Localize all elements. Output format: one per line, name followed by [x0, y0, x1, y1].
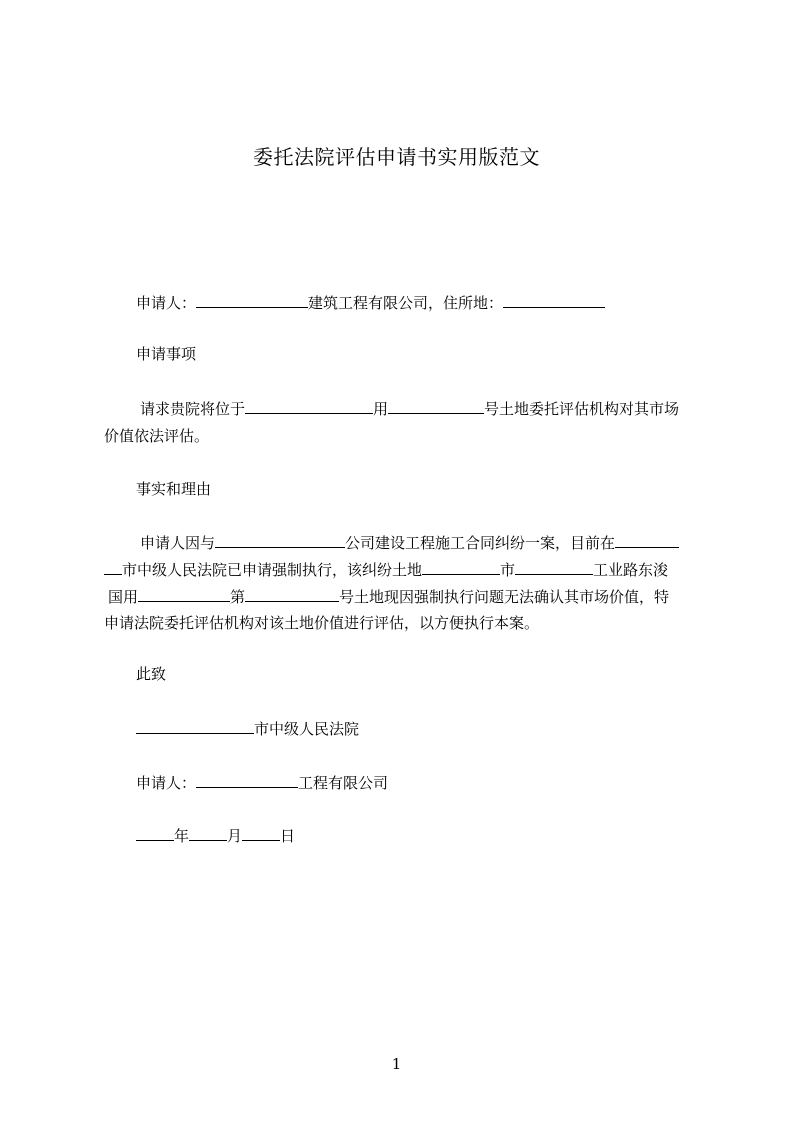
request-body-line1	[140, 396, 740, 421]
month-blank	[189, 823, 227, 841]
district-blank	[515, 557, 593, 575]
applicant-line	[136, 290, 736, 315]
day-label: 日	[280, 827, 296, 845]
page-number: 1	[391, 1055, 402, 1073]
applicant-label: 申请人：	[136, 294, 197, 312]
land-cert-blank	[138, 584, 230, 602]
request-text-1: 请求贵院将位于	[140, 400, 246, 418]
facts-body-line1	[140, 530, 740, 555]
facts-text-6: 国用	[108, 588, 139, 606]
request-heading: 申请事项	[136, 345, 197, 363]
location-blank-1	[245, 396, 303, 414]
signature-line	[136, 770, 736, 795]
cert-number-blank	[245, 584, 339, 602]
signature-company-blank	[196, 770, 298, 788]
court-line	[136, 716, 736, 741]
day-blank	[242, 823, 280, 841]
facts-text-8: 号土地现因强制执行问题无法确认其市场价值，特	[339, 588, 670, 606]
facts-body-line3	[108, 584, 708, 609]
facts-body-line4: 申请法院委托评估机构对该土地价值进行评估，以方便执行本案。	[104, 614, 540, 632]
request-text-3: 号土地委托评估机构对其市场	[484, 400, 680, 418]
city-blank-2	[422, 557, 500, 575]
address-blank	[503, 290, 605, 308]
facts-text-4: 市	[500, 561, 516, 579]
facts-body-line2	[104, 557, 704, 582]
facts-text-7: 第	[230, 588, 246, 606]
facts-heading: 事实和理由	[136, 480, 212, 498]
closing-salutation: 此致	[136, 665, 167, 683]
opposing-company-blank	[215, 530, 345, 548]
location-blank-2	[303, 396, 373, 414]
court-name-suffix: 市中级人民法院	[254, 720, 360, 738]
land-number-blank	[388, 396, 484, 414]
facts-text-1: 申请人因与	[140, 534, 216, 552]
facts-text-2: 公司建设工程施工合同纠纷一案，目前在	[345, 534, 616, 552]
year-label: 年	[174, 827, 190, 845]
city-blank-1	[615, 530, 679, 548]
facts-text-3: 市中级人民法院已申请强制执行，该纠纷土地	[122, 561, 423, 579]
year-blank	[136, 823, 174, 841]
signature-label: 申请人：	[136, 774, 197, 792]
applicant-name-blank	[196, 290, 308, 308]
applicant-company-suffix: 建筑工程有限公司，住所地：	[308, 294, 504, 312]
city-blank-1-cont	[104, 557, 122, 575]
request-text-2: 用	[373, 400, 389, 418]
document-title: 委托法院评估申请书实用版范文	[253, 145, 540, 169]
facts-text-5: 工业路东浚	[593, 561, 669, 579]
month-label: 月	[227, 827, 243, 845]
court-city-blank	[136, 716, 254, 734]
date-line	[136, 823, 736, 848]
signature-company-suffix: 工程有限公司	[298, 774, 389, 792]
request-body-line2: 价值依法评估。	[104, 427, 210, 445]
